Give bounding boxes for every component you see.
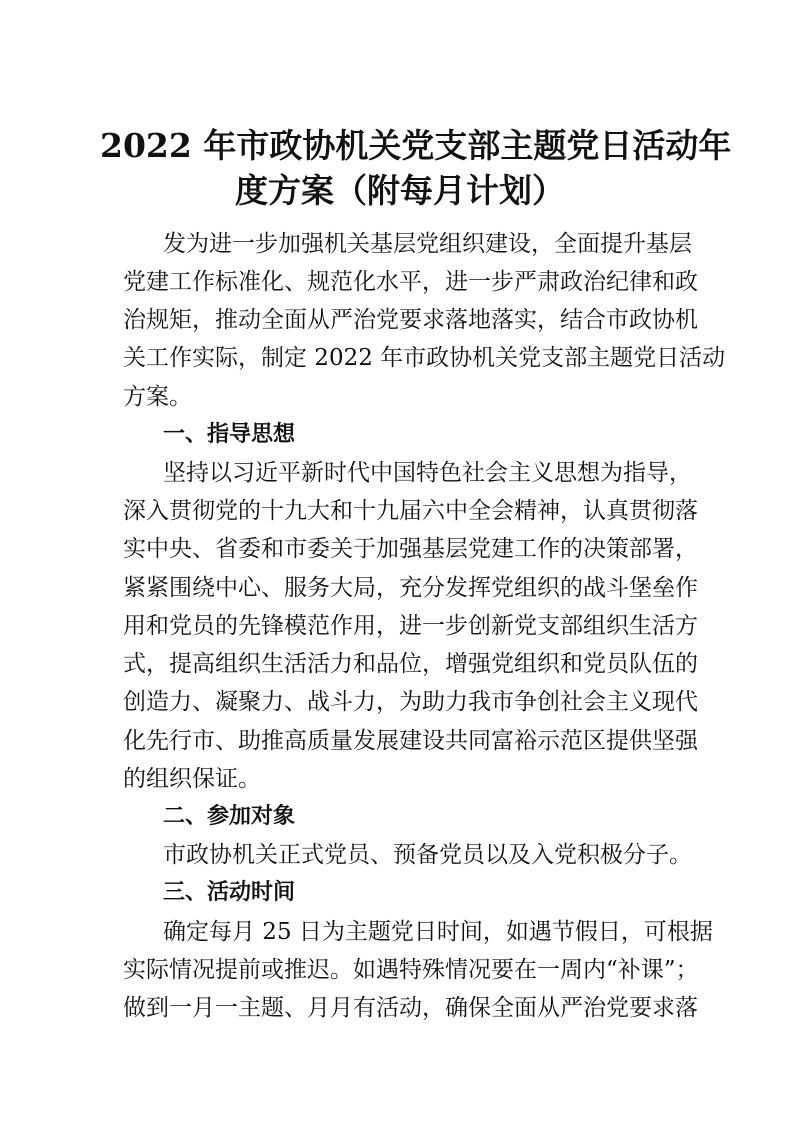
section1-line-4: 紧紧围绕中心、服务大局，充分发挥党组织的战斗堡垒作 bbox=[123, 575, 698, 601]
intro-line-5: 方案。 bbox=[123, 384, 192, 410]
section3-line-1: 确定每月 25 日为主题党日时间，如遇节假日，可根据 bbox=[163, 919, 713, 945]
section3-line-2: 实际情况提前或推迟。如遇特殊情况要在一周内“补课”； bbox=[123, 957, 699, 983]
section1-line-3: 实中央、省委和市委关于加强基层党建工作的决策部署， bbox=[123, 536, 698, 562]
section1-line-7: 创造力、凝聚力、战斗力，为助力我市争创社会主义现代 bbox=[123, 689, 698, 715]
intro-line-3: 治规矩，推动全面从严治党要求落地落实，结合市政协机 bbox=[123, 307, 698, 333]
section-heading-activity-time: 三、活动时间 bbox=[163, 880, 296, 905]
section1-line-8: 化先行市、助推高质量发展建设共同富裕示范区提供坚强 bbox=[123, 728, 698, 754]
section1-line-6: 式，提高组织生活活力和品位，增强党组织和党员队伍的 bbox=[123, 651, 698, 677]
section2-line-1: 市政协机关正式党员、预备党员以及入党积极分子。 bbox=[163, 842, 692, 868]
intro-line-4: 关工作实际，制定 2022 年市政协机关党支部主题党日活动 bbox=[123, 345, 726, 371]
intro-line-2: 党建工作标准化、规范化水平，进一步严肃政治纪律和政 bbox=[123, 269, 698, 295]
section1-line-2: 深入贯彻党的十九大和十九届六中全会精神，认真贯彻落 bbox=[123, 498, 698, 524]
section1-line-9: 的组织保证。 bbox=[123, 766, 261, 792]
section-heading-guiding-ideology: 一、指导思想 bbox=[163, 422, 296, 447]
section3-line-3: 做到一月一主题、月月有活动，确保全面从严治党要求落 bbox=[123, 995, 698, 1021]
document-title-line-2: 度方案（附每月计划） bbox=[235, 171, 565, 210]
section-heading-participants: 二、参加对象 bbox=[163, 804, 296, 829]
section1-line-1: 坚持以习近平新时代中国特色社会主义思想为指导， bbox=[163, 460, 692, 486]
document-title-line-1: 2022 年市政协机关党支部主题党日活动年 bbox=[100, 126, 732, 165]
intro-line-1: 发为进一步加强机关基层党组织建设，全面提升基层 bbox=[163, 231, 692, 257]
section1-line-5: 用和党员的先锋模范作用，进一步创新党支部组织生活方 bbox=[123, 613, 698, 639]
